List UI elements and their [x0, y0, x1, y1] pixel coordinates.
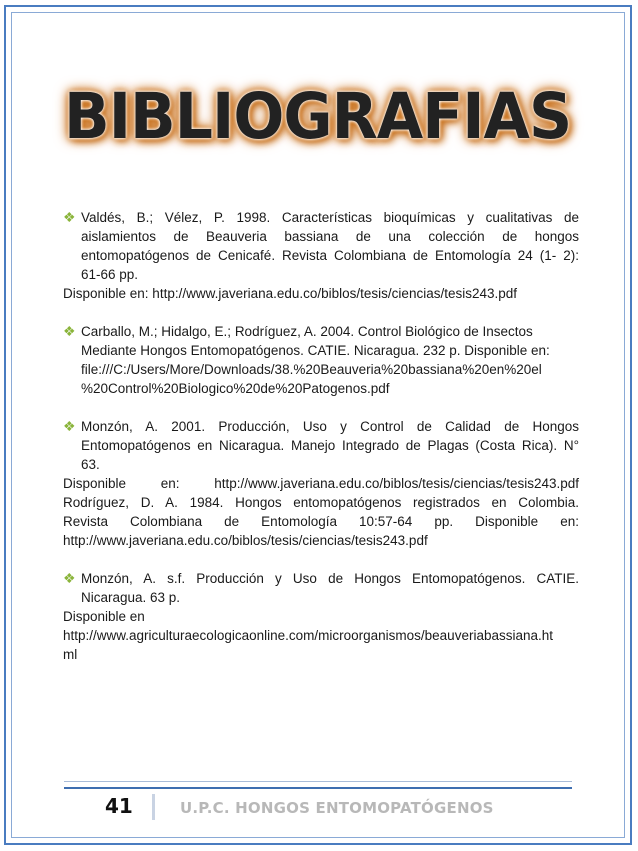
availability-line: Disponible en: http://www.javeriana.edu.co/biblos/tesis/ciencias/tesis243.pdf — [63, 286, 518, 301]
bibliography-entry — [63, 322, 579, 398]
entry-line: Valdés, B.; Vélez, P. 1998. Características bioquímicas y cualitativas de — [81, 210, 579, 225]
footer-divider — [64, 787, 572, 789]
entry-line: file:///C:/Users/More/Downloads/38.%20Beauveria%20bassiana%20en%20el — [81, 362, 542, 377]
bibliography-entry — [63, 417, 579, 474]
availability-line: Disponible en — [63, 609, 145, 624]
reference-line: Rodríguez, D. A. 1984. Hongos entomopatógenos registrados en Colombia. — [63, 495, 579, 510]
bibliography-entry — [63, 208, 579, 284]
reference-line: Revista Colombiana de Entomología 10:57-64 pp. Disponible en: — [63, 514, 579, 529]
diamond-bullet-icon: ❖ — [63, 323, 76, 339]
bibliography-entry — [63, 569, 579, 607]
entry-line: Monzón, A. s.f. Producción y Uso de Hongos Entomopatógenos. CATIE. — [81, 571, 579, 586]
diamond-bullet-icon: ❖ — [63, 570, 76, 586]
availability-line: ml — [63, 647, 78, 662]
entry-line: Entomopatógenos en Nicaragua. Manejo Integrado de Plagas (Costa Rica). N° — [81, 438, 579, 453]
entry-line: Nicaragua. 63 p. — [81, 590, 181, 605]
entry-line: Mediante Hongos Entomopatógenos. CATIE. Nicaragua. 232 p. Disponible en: — [81, 343, 550, 358]
footer-separator — [152, 794, 155, 820]
entry-line: Monzón, A. 2001. Producción, Uso y Control de Calidad de Hongos — [81, 419, 579, 434]
entry-line: 61-66 pp. — [81, 267, 139, 282]
diamond-bullet-icon: ❖ — [63, 209, 76, 225]
entry-line: Carballo, M.; Hidalgo, E.; Rodríguez, A. 2004. Control Biológico de Insectos — [81, 324, 533, 339]
entry-line: 63. — [81, 457, 100, 472]
entry-line: entomopatógenos de Cenicafé. Revista Colombiana de Entomología 24 (1- 2): — [81, 248, 579, 263]
page-title: BIBLIOGRAFIAS — [64, 80, 572, 154]
footer-title: U.P.C. HONGOS ENTOMOPATÓGENOS — [180, 799, 494, 817]
availability-line: Disponible en: http://www.javeriana.edu.co/biblos/tesis/ciencias/tesis243.pdf — [63, 476, 579, 491]
availability-line: http://www.javeriana.edu.co/biblos/tesis/ciencias/tesis243.pdf — [63, 533, 428, 548]
availability-line: http://www.agriculturaecologicaonline.com/microorganismos/beauveriabassiana.ht — [63, 628, 554, 643]
page-number: 41 — [105, 794, 133, 818]
bibliography-list — [63, 208, 579, 664]
footer-divider — [64, 781, 572, 782]
entry-line: %20Control%20Biologico%20de%20Patogenos.pdf — [81, 381, 390, 396]
diamond-bullet-icon: ❖ — [63, 418, 76, 434]
entry-line: aislamientos de Beauveria bassiana de una colección de hongos — [81, 229, 579, 244]
